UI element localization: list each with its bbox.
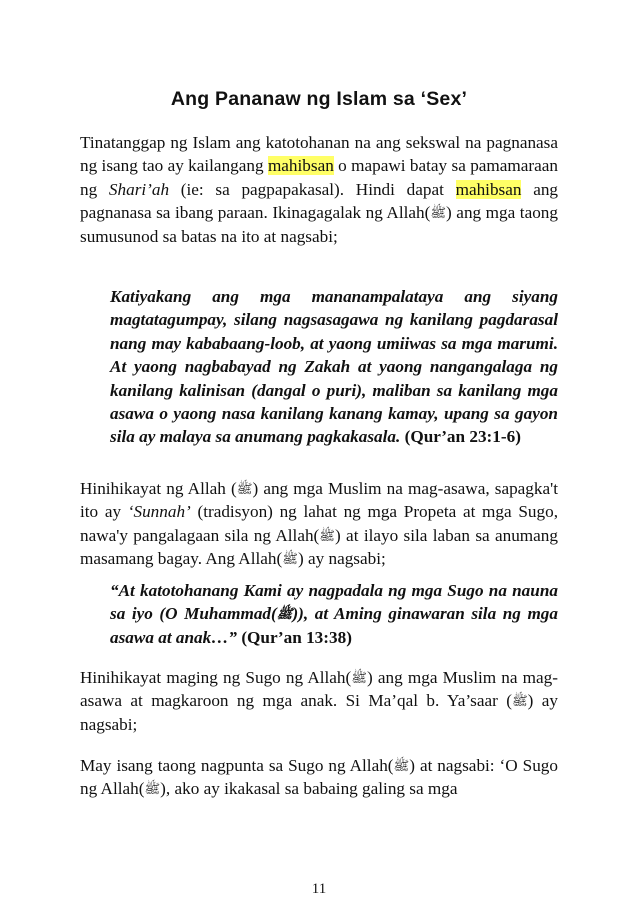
page-title: Ang Pananaw ng Islam sa ‘Sex’ [170, 88, 468, 110]
honorific-glyph: ﷺ [236, 481, 253, 496]
honorific-glyph: ﷺ [276, 606, 293, 622]
honorific-glyph: ﷺ [393, 758, 410, 773]
quote-1-text: Katiyakang ang mga mananampalataya ang siyang magtatagumpay, silang nagsasagawa ng kanilang pagdarasal nang may kababaang-loob, at yaong umiiwas sa mga marumi. At yaong nagbabayad ng Zakah at yaong nangangalaga ng kanilang kalinisan (dangal o puri), maliban sa kanilang mga asawa o yaong nasa kanilang kanang kamay, upang sa gayon sila ay malaya sa anumang pagkakasala. [110, 287, 558, 447]
honorific-glyph: ﷺ [282, 551, 298, 567]
paragraph-2-text-c: (tradisyon) ng lahat ng mga Propeta at mga Sugo, nawa'y pangalagaan sila ng Allah( [80, 502, 558, 545]
paragraph-1 [80, 131, 558, 248]
paragraph-2-text-d: ) at ilayo sila laban sa anumang masamang bagay. Ang Allah( [80, 525, 558, 569]
quran-quote-2 [110, 579, 558, 649]
highlighted-word: mahibsan [267, 156, 334, 176]
paragraph-1-text-b: o mapawi batay sa pamamaraan ng [80, 156, 558, 199]
quran-quote-1 [110, 285, 558, 449]
honorific-glyph: ﷺ [511, 693, 528, 709]
paragraph-3 [80, 666, 558, 736]
paragraph-4-text-a: May isang taong nagpunta sa Sugo ng Allah( [80, 756, 394, 775]
quote-2-text-a: “At katotohanang Kami ay nagpadala ng mga Sugo na nauna sa iyo (O Muhammad( [110, 581, 558, 624]
paragraph-3-text-b: ) ang mga Muslim na mag-asawa at magkaroon ng mga anak. Si Ma’qal b. Ya’saar ( [80, 668, 558, 711]
highlighted-word: mahibsan [455, 179, 522, 199]
honorific-glyph: ﷺ [144, 781, 161, 797]
honorific-glyph: ﷺ [319, 527, 335, 543]
quote-1-reference: (Qur’an 23:1-6) [400, 427, 521, 447]
paragraph-3-text-c: ) ay nagsabi; [80, 691, 559, 734]
quote-2-reference: (Qur’an 13:38) [237, 627, 352, 647]
paragraph-4 [80, 754, 558, 801]
shariah-term: Shari’ah [108, 179, 170, 199]
paragraph-1-text-a: Tinatanggap ng Islam ang katotohanan na ang sekswal na pagnanasa ng isang tao ay kailangang [80, 133, 558, 176]
paragraph-2-text-e: ) ay nagsabi; [297, 549, 386, 569]
paragraph-1-text-c: (ie: sa pagpapakasal). Hindi dapat [169, 179, 456, 199]
page-number: 11 [311, 881, 327, 897]
paragraph-4-text-c: ), ako ay ikakasal sa babaing galing sa mga [160, 779, 458, 799]
paragraph-2-text-b: ) ang mga Muslim na mag-asawa, sapagka't ito ay [80, 479, 558, 522]
paragraph-1-text-d: ang pagnanasa sa ibang paraan. Ikinagagalak ng Allah( [80, 179, 559, 223]
paragraph-4-text-b: ) at nagsabi: ‘O Sugo ng Allah( [80, 756, 558, 799]
paragraph-2-text-a: Hinihikayat ng Allah ( [80, 479, 237, 498]
quote-2-text-b: )), at Aming ginawaran sila ng mga asawa at anak…” [110, 604, 558, 647]
honorific-glyph: ﷺ [351, 670, 367, 685]
honorific-glyph: ﷺ [430, 205, 447, 221]
sunnah-term: ‘Sunnah’ [127, 502, 191, 522]
paragraph-3-text-a: Hinihikayat maging ng Sugo ng Allah( [80, 668, 352, 687]
paragraph-2 [80, 477, 558, 571]
paragraph-1-text-e: ) ang mga taong sumusunod sa batas na ito at nagsabi; [80, 203, 558, 246]
